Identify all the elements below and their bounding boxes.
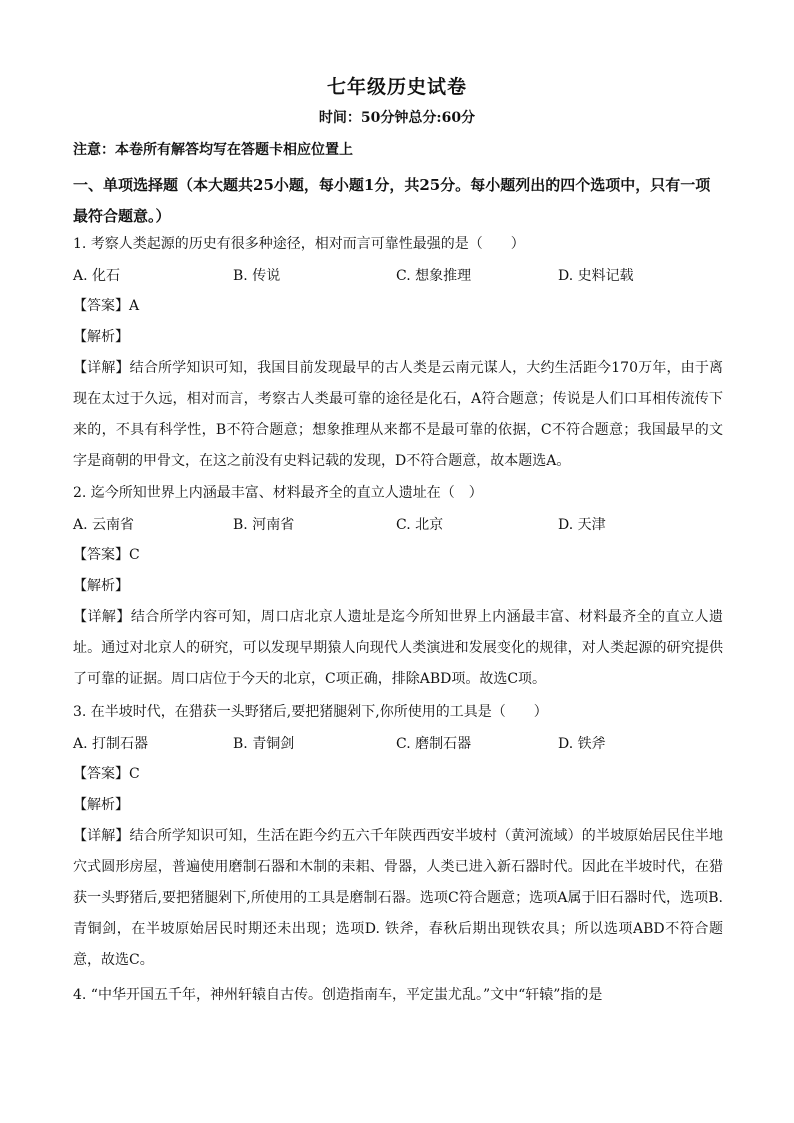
question-1-option-c: C. 想象推理 xyxy=(396,268,472,284)
question-3-option-a: A. 打制石器 xyxy=(73,736,149,752)
question-2-option-c: C. 北京 xyxy=(396,517,444,533)
question-3-detail: 【详解】结合所学知识可知，生活在距今约五六千年陕西西安半坡村（黄河流域）的半坡原始居民住半地穴式圆形房屋，普遍使用磨制石器和木制的耒耜、骨器，人类已进入新石器时代。因此在半坡时代，在猎获一头野猪后,要把猪腿剁下,所使用的工具是磨制石器。选项C符合题意；选项A属于旧石器时代，选项B. 青铜剑，在半坡原始居民时期还未出现；选项D. 铁斧，春秋后期出现铁农具；所以选项ABD不符合题意，故选C。 xyxy=(73,828,723,968)
exam-time-score: 时间：50分钟总分:60分 xyxy=(318,110,476,126)
question-1-stem: 1. 考察人类起源的历史有很多种途径，相对而言可靠性最强的是（ ） xyxy=(73,236,525,252)
question-3-option-c: C. 磨制石器 xyxy=(396,736,472,752)
question-3-option-d: D. 铁斧 xyxy=(558,736,606,752)
question-2-detail: 【详解】结合所学内容可知，周口店北京人遗址是迄今所知世界上内涵最丰富、材料最齐全的直立人遗址。通过对北京人的研究，可以发现早期猿人向现代人类演进和发展变化的规律，对人类起源的研究提供了可靠的证据。周口店位于今天的北京，C项正确，排除ABD项。故选C项。 xyxy=(73,609,723,687)
question-3-stem: 3. 在半坡时代，在猎获一头野猪后,要把猪腿剁下,你所使用的工具是（ ） xyxy=(73,704,548,720)
question-3-option-b: B. 青铜剑 xyxy=(233,736,295,752)
question-2-option-a: A. 云南省 xyxy=(73,517,135,533)
question-2-analysis-label: 【解析】 xyxy=(73,578,129,594)
question-2-option-d: D. 天津 xyxy=(558,517,606,533)
exam-notice: 注意：本卷所有解答均写在答题卡相应位置上 xyxy=(73,142,353,158)
question-4-stem: 4. “中华开国五千年，神州轩辕自古传。创造指南车，平定蚩尤乱。”文中“轩辕”指的是 xyxy=(73,987,603,1003)
question-1-option-a: A. 化石 xyxy=(73,268,121,284)
question-3-answer: 【答案】C xyxy=(73,766,140,782)
question-1-option-d: D. 史料记载 xyxy=(558,268,634,284)
question-2-stem: 2. 迄今所知世界上内涵最丰富、材料最齐全的直立人遗址在（ ） xyxy=(73,485,483,501)
question-1-analysis-label: 【解析】 xyxy=(73,329,129,345)
question-3-analysis-label: 【解析】 xyxy=(73,797,129,813)
question-1-detail: 【详解】结合所学知识可知，我国目前发现最早的古人类是云南元谋人，大约生活距今170万年，由于离现在太过于久远，相对而言，考察古人类最可靠的途径是化石，A符合题意；传说是人们口耳相传流传下来的，不具有科学性，B不符合题意；想象推理从来都不是最可靠的依据，C不符合题意；我国最早的文字是商朝的甲骨文，在这之前没有史料记载的发现，D不符合题意，故本题选A。 xyxy=(73,360,723,469)
question-2-option-b: B. 河南省 xyxy=(233,517,295,533)
question-1-option-b: B. 传说 xyxy=(233,268,281,284)
section-heading: 一、单项选择题（本大题共25小题，每小题1分，共25分。每小题列出的四个选项中，只有一项最符合题意。） xyxy=(73,176,711,225)
page-title: 七年级历史试卷 xyxy=(326,76,467,98)
question-1-answer: 【答案】A xyxy=(73,298,140,314)
question-2-answer: 【答案】C xyxy=(73,547,140,563)
